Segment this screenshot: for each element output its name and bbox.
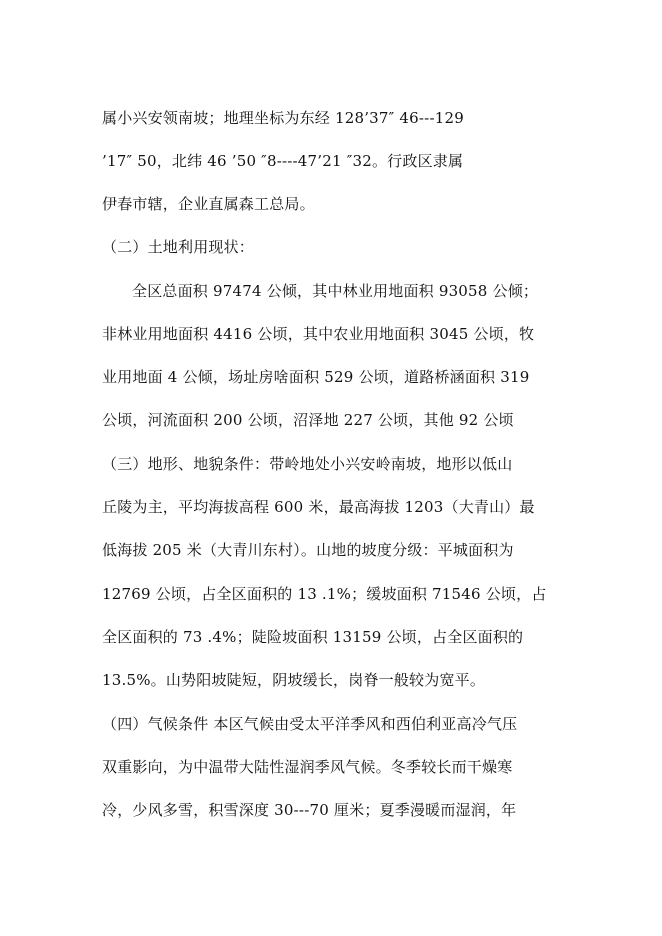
section-heading-climate: （四）气候条件 本区气候由受太平洋季风和西伯利亚高冷气压 (102, 715, 518, 733)
text-line-8: 公顷，河流面积 200 公顷，沼泽地 227 公顷，其他 92 公顷 (102, 411, 514, 429)
text-line-6: 非林业用地面积 4416 公顷，其中农业用地面积 3045 公顷，牧 (102, 325, 535, 343)
text-line-11: 低海拔 205 米（大青川东村）。山地的坡度分级：平城面积为 (102, 541, 514, 559)
text-line-14: 13.5%。山势阳坡陡短，阴坡缓长，岗脊一般较为宽平。 (102, 671, 486, 689)
text-line-1: 属小兴安领南坡；地理坐标为东经 128’37″ 46---129 (102, 109, 464, 127)
text-line-2: ’17″ 50，北纬 46 ’50 ″8----47’21 ″32。行政区隶属 (102, 152, 464, 170)
text-line-5: 全区总面积 97474 公倾，其中林业用地面积 93058 公倾； (132, 282, 539, 300)
text-line-12: 12769 公顷，占全区面积的 13 .1%；缓坡面积 71546 公顷，占 (102, 585, 547, 603)
section-heading-land-use: （二）土地利用现状： (102, 238, 255, 256)
text-line-16: 双重影向，为中温带大陆性湿润季风气候。冬季较长而干燥寒 (102, 758, 513, 776)
text-line-10: 丘陵为主，平均海拔高程 600 米，最高海拔 1203（大青山）最 (102, 498, 535, 516)
text-line-3: 伊春市辖，企业直属森工总局。 (102, 195, 315, 213)
text-line-13: 全区面积的 73 .4%；陡险坡面积 13159 公顷，占全区面积的 (102, 628, 524, 646)
text-line-7: 业用地面 4 公倾，场址房啥面积 529 公顷，道路桥涵面积 319 (102, 368, 530, 386)
section-heading-terrain: （三）地形、地貌条件：带岭地处小兴安岭南坡，地形以低山 (102, 455, 513, 473)
text-line-17: 冷，少风多雪，积雪深度 30---70 厘米；夏季漫暖而湿润，年 (102, 801, 517, 819)
